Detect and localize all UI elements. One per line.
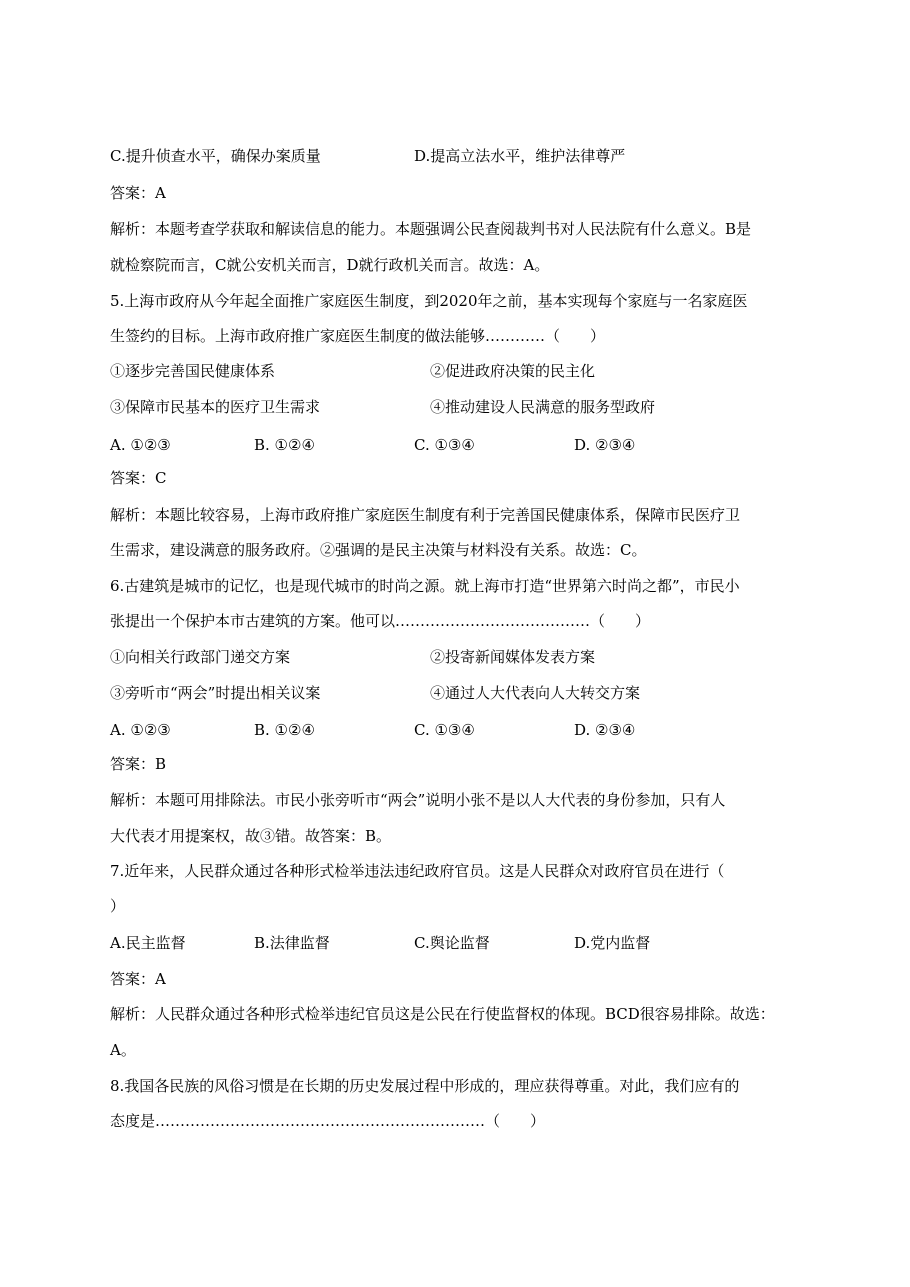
q6-stem-line-2: 张提出一个保护本市古建筑的方案。他可以…………………………………（ ） [110, 612, 651, 630]
q6-item-3: ③旁听市“两会”时提出相关议案 [110, 684, 321, 702]
q4-analysis-line-2: 就检察院而言，C就公安机关而言，D就行政机关而言。故选：A。 [110, 256, 550, 274]
q5-answer: 答案：C [110, 469, 167, 487]
q4-option-d: D.提高立法水平，维护法律尊严 [414, 147, 626, 165]
q6-choice-c: C. ①③④ [414, 721, 475, 739]
q4-answer: 答案：A [110, 184, 166, 202]
q6-analysis-line-1: 解析：本题可用排除法。市民小张旁听市“两会”说明小张不是以人大代表的身份参加，只有人 [110, 791, 726, 809]
q6-analysis-line-2: 大代表才用提案权，故③错。故答案：B。 [110, 827, 392, 845]
q6-choice-b: B. ①②④ [254, 721, 315, 739]
q6-item-1: ①向相关行政部门递交方案 [110, 648, 291, 666]
q8-stem-line-1: 8.我国各民族的风俗习惯是在长期的历史发展过程中形成的，理应获得尊重。对此，我们应有的 [110, 1077, 740, 1095]
q5-choice-b: B. ①②④ [254, 436, 315, 454]
q4-option-c: C.提升侦查水平，确保办案质量 [110, 147, 321, 165]
q7-answer: 答案：A [110, 970, 166, 988]
q5-choice-a: A. ①②③ [110, 436, 171, 454]
q5-item-2: ②促进政府决策的民主化 [430, 362, 596, 380]
q7-choice-c: C.舆论监督 [414, 934, 490, 952]
q7-analysis-line-2: A。 [110, 1041, 136, 1059]
q5-item-4: ④推动建设人民满意的服务型政府 [430, 398, 656, 416]
q5-stem-line-1: 5.上海市政府从今年起全面推广家庭医生制度，到2020年之前，基本实现每个家庭与一名家庭医 [110, 292, 748, 310]
q7-choice-a: A.民主监督 [110, 934, 186, 952]
q5-choice-d: D. ②③④ [574, 436, 636, 454]
q7-choice-b: B.法律监督 [254, 934, 330, 952]
q5-analysis-line-1: 解析：本题比较容易，上海市政府推广家庭医生制度有利于完善国民健康体系，保障市民医疗卫 [110, 506, 741, 524]
q6-choice-d: D. ②③④ [574, 721, 636, 739]
q6-choice-a: A. ①②③ [110, 721, 171, 739]
q5-analysis-line-2: 生需求，建设满意的服务政府。②强调的是民主决策与材料没有关系。故选：C。 [110, 541, 647, 559]
q5-item-3: ③保障市民基本的医疗卫生需求 [110, 398, 321, 416]
q5-item-1: ①逐步完善国民健康体系 [110, 362, 276, 380]
q6-stem-line-1: 6.古建筑是城市的记忆，也是现代城市的时尚之源。就上海市打造“世界第六时尚之都”，市民小 [110, 577, 740, 595]
q5-choice-c: C. ①③④ [414, 436, 475, 454]
q6-item-4: ④通过人大代表向人大转交方案 [430, 684, 641, 702]
q7-choice-d: D.党内监督 [574, 934, 651, 952]
q4-analysis-line-1: 解析：本题考查学获取和解读信息的能力。本题强调公民查阅裁判书对人民法院有什么意义。B是 [110, 220, 752, 238]
q6-answer: 答案：B [110, 755, 167, 773]
q5-stem-line-2: 生签约的目标。上海市政府推广家庭医生制度的做法能够…………（ ） [110, 327, 606, 345]
q7-stem-line-1: 7.近年来，人民群众通过各种形式检举违法违纪政府官员。这是人民群众对政府官员在进行（ [110, 862, 725, 880]
q7-stem-line-2: ） [110, 897, 126, 915]
q8-stem-line-2: 态度是…………………………………………………………（ ） [110, 1112, 546, 1130]
q7-analysis-line-1: 解析：人民群众通过各种形式检举违纪官员这是公民在行使监督权的体现。BCD很容易排除。故选： [110, 1005, 775, 1023]
q6-item-2: ②投寄新闻媒体发表方案 [430, 648, 596, 666]
